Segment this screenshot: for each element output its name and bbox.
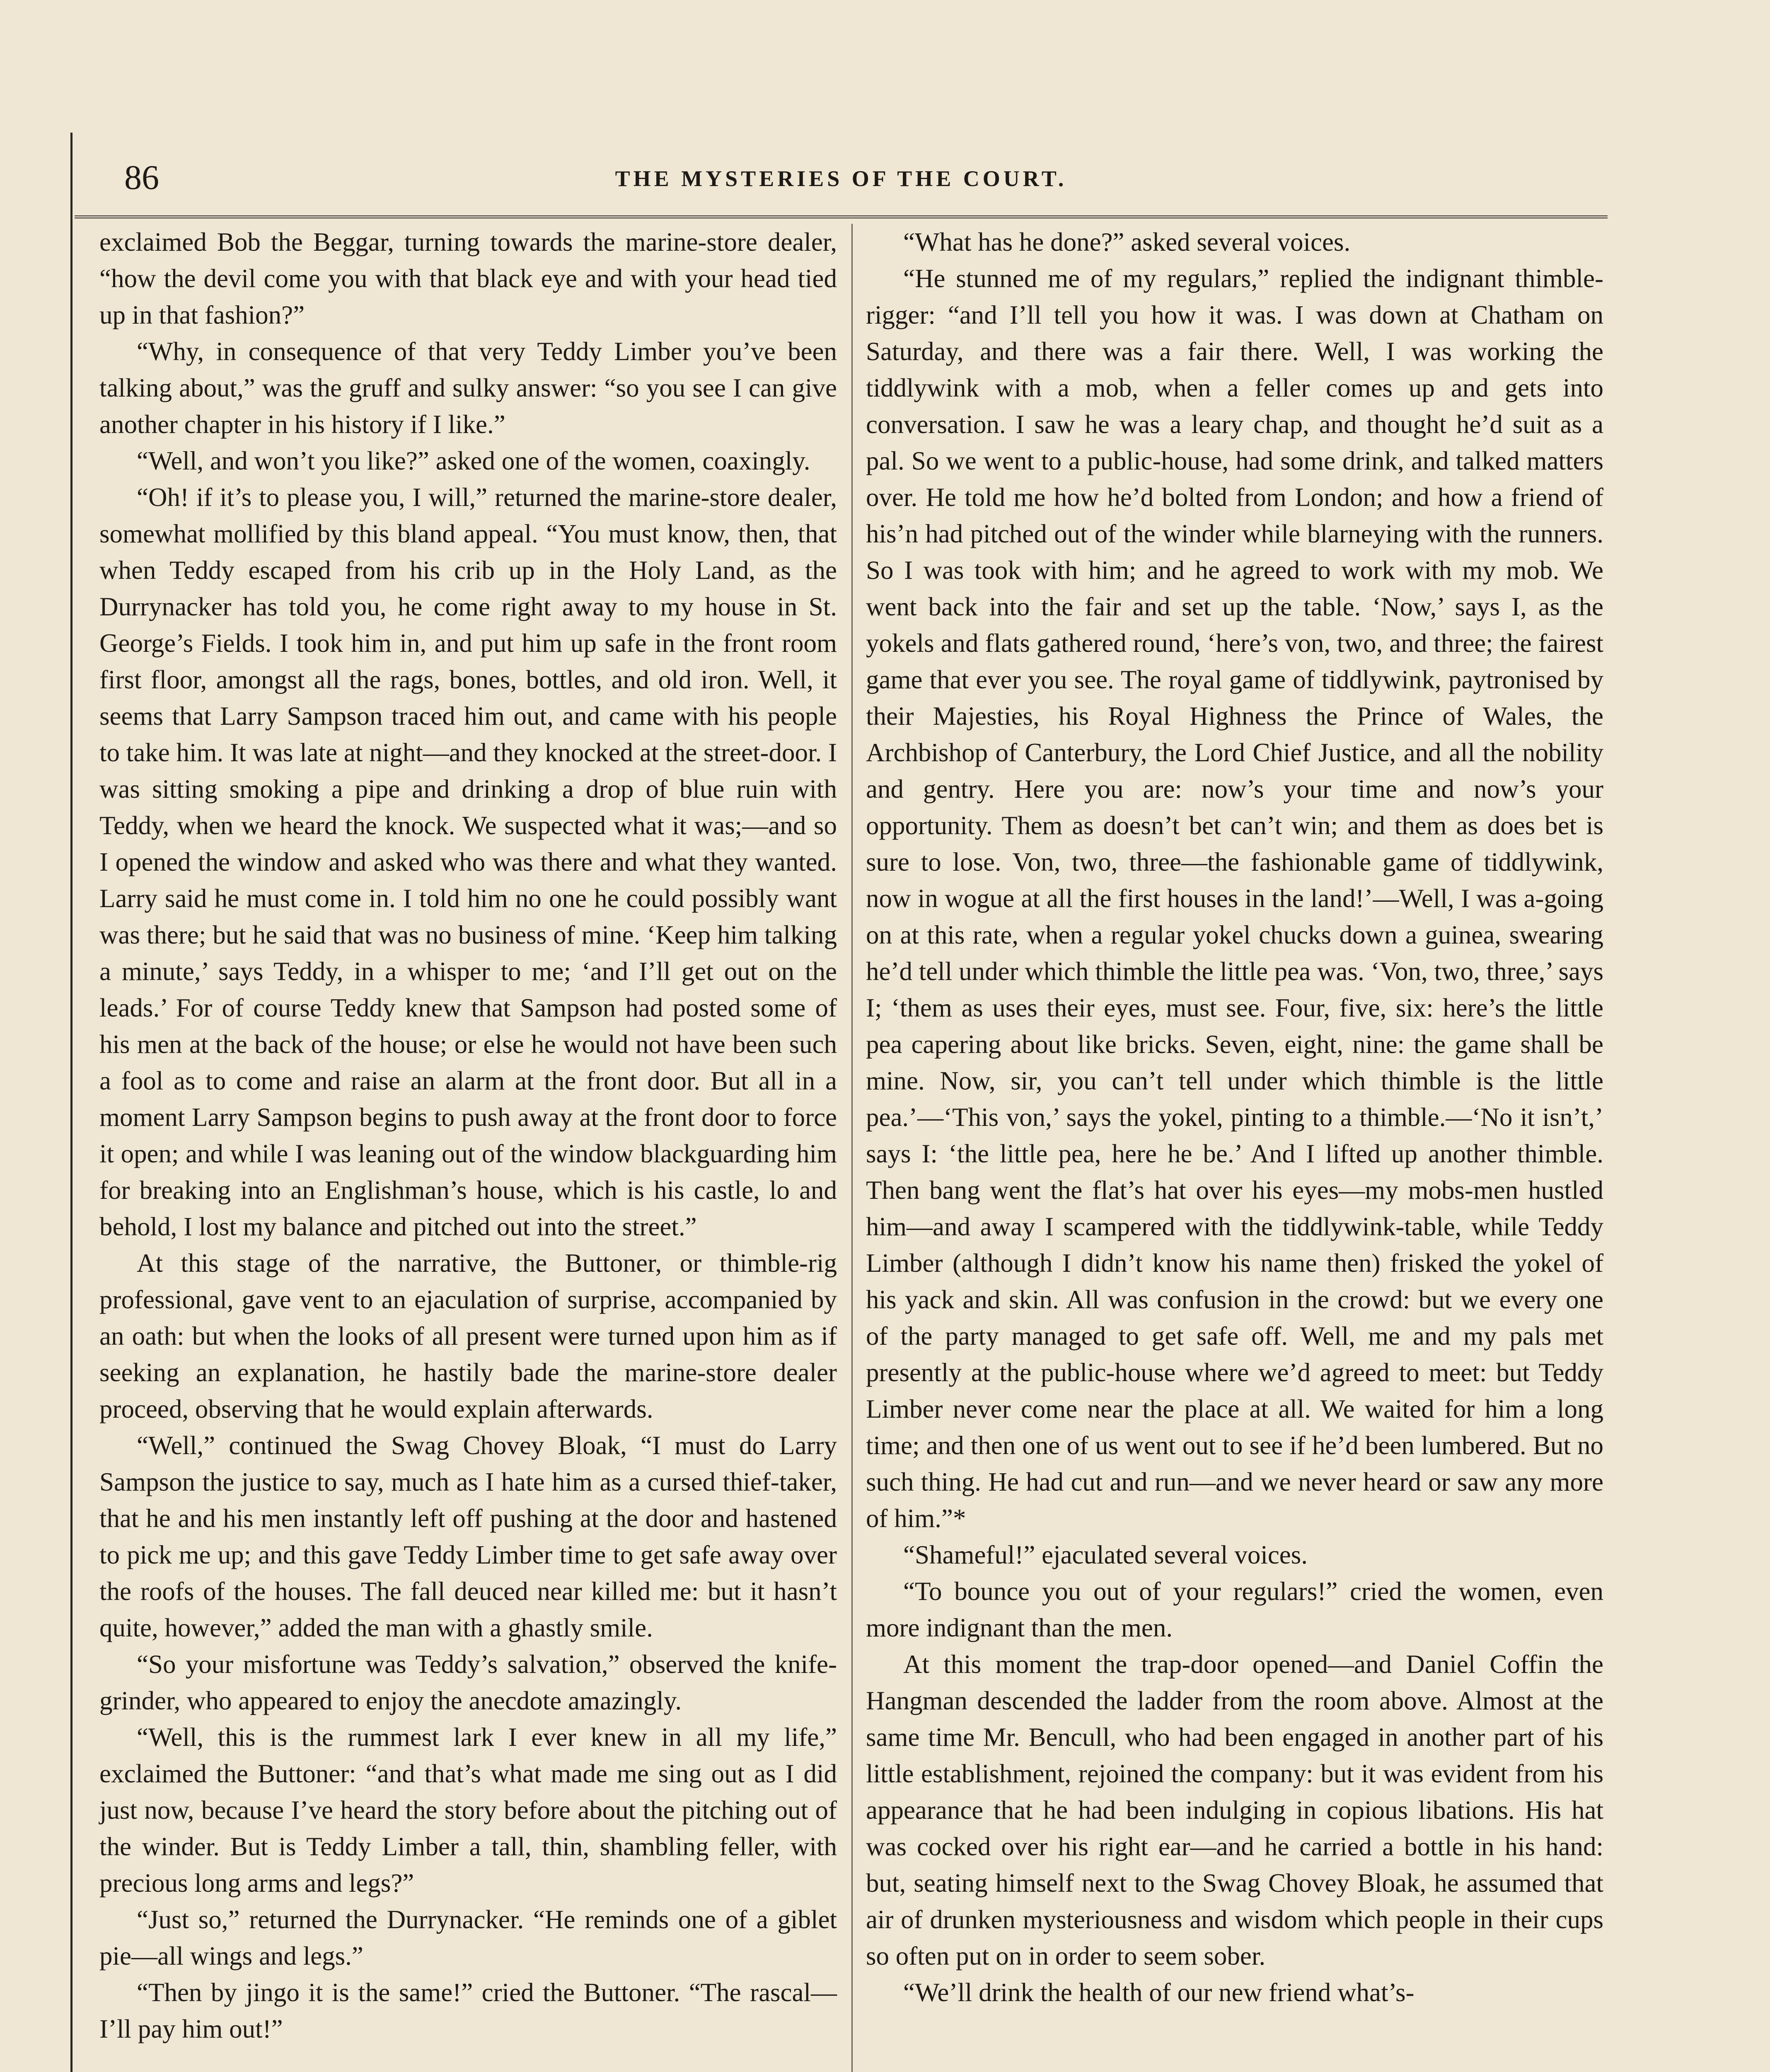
- paragraph: “Why, in consequence of that very Teddy Limber you’ve been talking about,” was the gruff and sulky answer: “so you see I can give another chapter in his history if I like.”: [99, 337, 837, 439]
- running-head: THE MYSTERIES OF THE COURT.: [615, 166, 1067, 191]
- paragraph: At this moment the trap-door opened—and Daniel Coffin the Hangman descended the ladder from the room above. Almost at the same time Mr. Bencull, who had been engaged in another part of his little establishment, rejoined the company: but it was evident from his appearance that he had been indulging in copious libations. His hat was cocked over his right ear—and he carried a bottle in his hand: but, seating himself next to the Swag Chovey Bloak, he assumed that air of drunken mysteriousness and wisdom which people in their cups so often put on in order to seem sober.: [866, 1650, 1603, 1970]
- paragraph: “He stunned me of my regulars,” replied the indignant thimble-rigger: “and I’ll tell you how it was. I was down at Chatham on Saturday, and there was a fair there. Well, I was working the tiddlywink with a mob, when a feller comes up and gets into conversation. I saw he was a leary chap, and thought he’d suit as a pal. So we went to a public-house, had some drink, and talked matters over. He told me how he’d bolted from London; and how a friend of his’n had pitched out of the winder while blarneying with the runners. So I was took with him; and he agreed to work with my mob. We went back into the fair and set up the table. ‘Now,’ says I, as the yokels and flats gathered round, ‘here’s von, two, and three; the fairest game that ever you see. The royal game of tiddlywink, paytronised by their Majesties, his Royal Highness the Prince of Wales, the Archbishop of Canterbury, the Lord Chief Justice, and all the nobility and gentry. Here you are: now’s your time and now’s your opportunity. Them as doesn’t bet can’t win; and them as does bet is sure to lose. Von, two, three—the fashionable game of tiddlywink, now in wogue at all the first houses in the land!’—Well, I was a-going on at this rate, when a regular yokel chucks down a guinea, swearing he’d tell under which thimble the little pea was. ‘Von, two, three,’ says I; ‘them as uses their eyes, must see. Four, five, six: here’s the little pea capering about like bricks. Seven, eight, nine: the game shall be mine. Now, sir, you can’t tell under which thimble is the little pea.’—‘This von,’ says the yokel, pinting to a thimble.—‘No it isn’t,’ says I: ‘the little pea, here he be.’ And I lifted up another thimble. Then bang went the flat’s hat over his eyes—my mobs-men hustled him—and away I scampered with the tiddlywink-table, while Teddy Limber (although I didn’t know his name then) frisked the yokel of his yack and skin. All was confusion in the crowd: but we every one of the party managed to get safe off. Well, me and my pals met presently at the public-house where we’d agreed to meet: but Teddy Limber never come near the place at all. We waited for him a long time; and then one of us went out to see if he’d been lumbered. But no such thing. He had cut and run—and we never heard or saw any more of him.”*: [866, 264, 1603, 1533]
- column-divider: [851, 224, 853, 2072]
- paragraph: “Oh! if it’s to please you, I will,” returned the marine-store dealer, somewhat mollified by this bland appeal. “You must know, then, that when Teddy escaped from his crib up in the Holy Land, as the Durrynacker has told you, he come right away to my house in St. George’s Fields. I took him in, and put him up safe in the front room first floor, amongst all the rags, bones, bottles, and old iron. Well, it seems that Larry Sampson traced him out, and came with his people to take him. It was late at night—and they knocked at the street-door. I was sitting smoking a pipe and drinking a drop of blue ruin with Teddy, when we heard the knock. We suspected what it was;—and so I opened the window and asked who was there and what they wanted. Larry said he must come in. I told him no one he could possibly want was there; but he said that was no business of mine. ‘Keep him talking a minute,’ says Teddy, in a whisper to me; ‘and I’ll get out on the leads.’ For of course Teddy knew that Sampson had posted some of his men at the back of the house; or else he would not have been such a fool as to come and raise an alarm at the front door. But all in a moment Larry Sampson begins to push away at the front door to force it open; and while I was leaning out of the window blackguarding him for breaking into an Englishman’s house, which is his castle, lo and behold, I lost my balance and pitched out into the street.”: [99, 483, 837, 1241]
- page-number: 86: [124, 158, 159, 197]
- paragraph: “Well,” continued the Swag Chovey Bloak, “I must do Larry Sampson the justice to say, much as I hate him as a cursed thief-taker, that he and his men instantly left off pushing at the door and hastened to pick me up; and this gave Teddy Limber time to get safe away over the roofs of the houses. The fall deuced near killed me: but it hasn’t quite, however,” added the man with a ghastly smile.: [99, 1431, 837, 1642]
- page-header: [75, 149, 1608, 218]
- paragraph: exclaimed Bob the Beggar, turning towards the marine-store dealer, “how the devil come you with that black eye and with your head tied up in that fashion?”: [99, 228, 837, 329]
- paragraph: “Well, this is the rummest lark I ever knew in all my life,” exclaimed the Buttoner: “and that’s what made me sing out as I did just now, because I’ve heard the story before about the pitching out of the winder. But is Teddy Limber a tall, thin, shambling feller, with precious long arms and legs?”: [99, 1723, 837, 1898]
- paragraph: “What has he done?” asked several voices.: [903, 228, 1351, 257]
- paragraph: “To bounce you out of your regulars!” cried the women, even more indignant than the men.: [866, 1577, 1603, 1642]
- paragraph: “Just so,” returned the Durrynacker. “He reminds one of a giblet pie—all wings and legs.”: [99, 1905, 837, 1970]
- right-column: [866, 224, 1603, 2011]
- paragraph: “Well, and won’t you like?” asked one of the women, coaxingly.: [137, 446, 810, 475]
- paragraph: “So your misfortune was Teddy’s salvation,” observed the knife-grinder, who appeared to enjoy the anecdote amazingly.: [99, 1650, 837, 1715]
- paragraph: “Shameful!” ejaculated several voices.: [903, 1540, 1308, 1569]
- paragraph: At this stage of the narrative, the Buttoner, or thimble-rig professional, gave vent to an ejaculation of surprise, accompanied by an oath: but when the looks of all present were turned upon him as if seeking an explanation, he hastily bade the marine-store dealer proceed, observing that he would explain afterwards.: [99, 1249, 837, 1423]
- paragraph: “We’ll drink the health of our new friend what’s-: [903, 1978, 1415, 2007]
- left-column: [99, 224, 837, 2047]
- paragraph: “Then by jingo it is the same!” cried the Buttoner. “The rascal—I’ll pay him out!”: [99, 1978, 837, 2043]
